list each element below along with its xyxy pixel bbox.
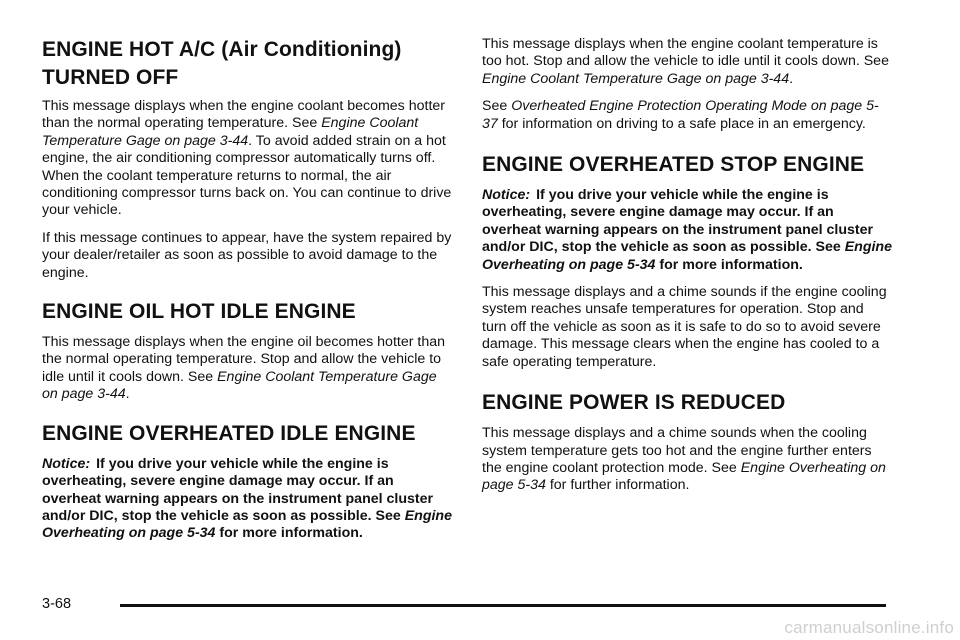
heading-engine-oil-hot: ENGINE OIL HOT IDLE ENGINE	[42, 300, 356, 324]
left-column	[42, 36, 452, 553]
xref-coolant-gage[interactable]: Engine Coolant Temperature Gage on page 3-44	[42, 115, 419, 149]
footer-rule	[120, 604, 886, 607]
notice-overheated-idle: Notice: If you drive your vehicle while the engine is overheating, severe engine damage may occur. If an overheat warning appears on the instrument panel cluster and/or DIC, stop the vehicle as soon as possible. See Engine Overheating on page 5-34 for more information.	[42, 455, 452, 542]
heading-engine-hot-ac: ENGINE HOT A/C (Air Conditioning) TURNED OFF	[42, 38, 402, 89]
paragraph-chime-unsafe-temp: This message displays and a chime sounds if the engine cooling system reaches unsafe temperatures for operation. Stop and turn off the vehicle as soon as it is safe to do so to avoid severe damage. This message clears when the engine has cooled to a safe operating temperature.	[482, 284, 887, 370]
paragraph-engine-hot-ac: This message displays when the engine coolant becomes hotter than the normal operating temperature. See Engine Coolant Temperature Gage on page 3-44. To avoid added strain on a hot engine, the air conditioning compressor automatically turns off. When the coolant temperature returns to normal, the air conditioning compressor turns back on. You can continue to drive your vehicle.	[42, 98, 452, 219]
paragraph-repair-advice: If this message continues to appear, have the system repaired by your dealer/retailer as soon as possible to avoid damage to the engine.	[42, 229, 452, 281]
page-footer	[42, 594, 888, 614]
xref-protection-mode[interactable]: Overheated Engine Protection Operating Mode on page 5-37	[482, 98, 879, 132]
watermark: carmanualsonline.info	[784, 618, 954, 637]
heading-overheated-stop: ENGINE OVERHEATED STOP ENGINE	[482, 153, 865, 177]
xref-coolant-gage[interactable]: Engine Coolant Temperature Gage on page 3-44	[482, 70, 790, 87]
heading-overheated-idle: ENGINE OVERHEATED IDLE ENGINE	[42, 421, 416, 445]
paragraph-protection-mode: See Overheated Engine Protection Operating Mode on page 5-37 for information on driving to a safe place in an emergency.	[482, 98, 879, 132]
paragraph-engine-oil-hot: This message displays when the engine oil becomes hotter than the normal operating temperature. Stop and allow the vehicle to idle until it cools down. See Engine Coolant Temperature Gage on page 3-44.	[42, 334, 445, 403]
paragraph-coolant-too-hot: This message displays when the engine coolant temperature is too hot. Stop and allow the vehicle to idle until it cools down. See Engine Coolant Temperature Gage on page 3-44.	[482, 36, 889, 87]
xref-coolant-gage[interactable]: Engine Coolant Temperature Gage on page 3-44	[42, 368, 437, 403]
notice-label: Notice:	[482, 187, 531, 204]
notice-label: Notice:	[42, 455, 91, 472]
xref-engine-overheating[interactable]: Engine Overheating on page 5-34	[42, 507, 452, 542]
paragraph-power-reduced: This message displays and a chime sounds when the cooling system temperature gets too hot and the engine further enters the engine coolant protection mode. See Engine Overheating on page 5-34 for further information.	[482, 425, 886, 494]
notice-overheated-stop: Notice: If you drive your vehicle while the engine is overheating, severe engine damage may occur. If an overheat warning appears on the instrument panel cluster and/or DIC, stop the vehicle as soon as possible. See Engine Overheating on page 5-34 for more information.	[482, 187, 892, 273]
right-column	[482, 36, 892, 505]
page-number: 3-68	[42, 596, 72, 612]
xref-engine-overheating[interactable]: Engine Overheating on page 5-34	[482, 239, 892, 273]
heading-power-reduced: ENGINE POWER IS REDUCED	[482, 391, 786, 415]
xref-engine-overheating[interactable]: Engine Overheating on page 5-34	[482, 459, 886, 494]
